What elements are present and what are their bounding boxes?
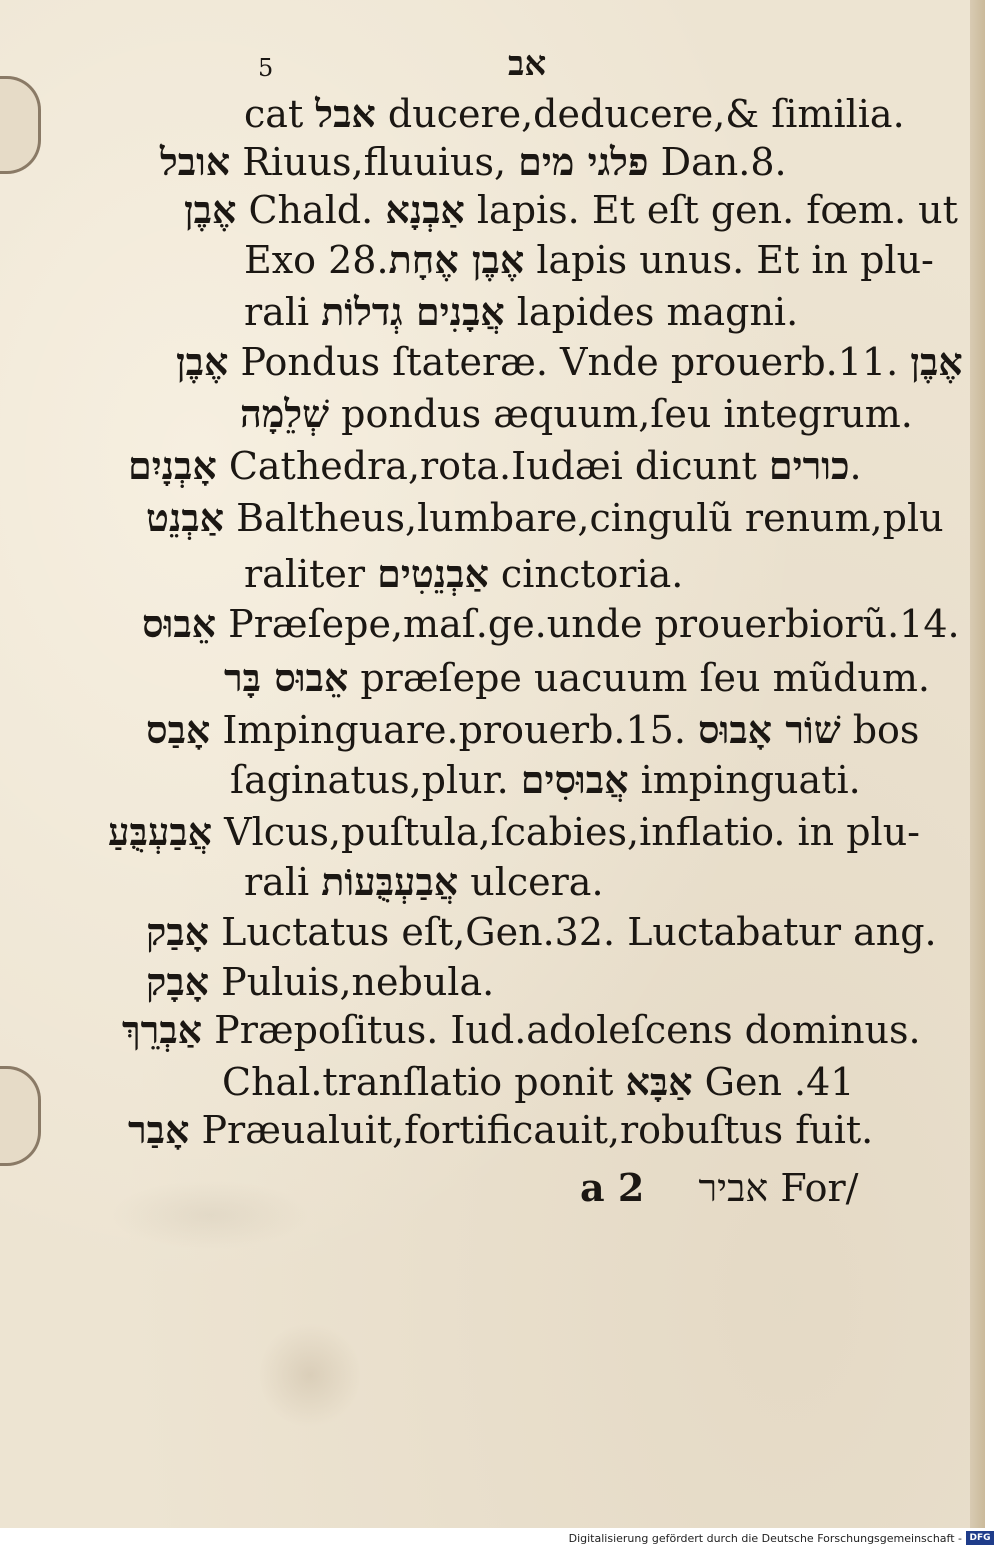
hebrew-headword: אָבַר bbox=[128, 1107, 190, 1152]
text-line bbox=[108, 810, 920, 854]
latin-text: Gen .41 bbox=[692, 1060, 855, 1104]
footer-bar bbox=[0, 1528, 1000, 1549]
hebrew-headword: אַבְנֵט bbox=[146, 495, 225, 540]
text-line bbox=[146, 960, 494, 1004]
text-line bbox=[146, 708, 919, 752]
text-line bbox=[222, 1060, 854, 1104]
running-head: אב bbox=[508, 44, 547, 84]
hebrew-headword: אָבָק bbox=[146, 959, 210, 1004]
paper-stain bbox=[260, 1320, 360, 1430]
text-line bbox=[184, 188, 958, 232]
hebrew-headword: כורים bbox=[768, 443, 850, 488]
text-line bbox=[230, 758, 861, 802]
text-line bbox=[146, 910, 937, 954]
latin-text: Riuus,fluuius, bbox=[230, 140, 519, 184]
latin-text: ſaginatus,plur. bbox=[230, 758, 521, 802]
ink-bleed-through bbox=[110, 1180, 310, 1250]
text-line bbox=[122, 1008, 921, 1052]
latin-text: Præſepe,maſ.ge.unde prouerbiorũ.14. bbox=[216, 602, 960, 646]
text-line bbox=[146, 496, 944, 540]
binding-ring-bottom bbox=[0, 1066, 41, 1166]
latin-text: raliter bbox=[244, 552, 378, 596]
hebrew-headword: אֵבוּס bbox=[142, 601, 217, 646]
latin-text: impinguati. bbox=[628, 758, 861, 802]
latin-text: Impinguare.prouerb.15. bbox=[210, 708, 699, 752]
page-number: 5 bbox=[258, 54, 274, 82]
hebrew-headword: שׁוֹר אָבוּס bbox=[698, 707, 841, 752]
text-line bbox=[244, 238, 934, 282]
text-line bbox=[160, 140, 787, 184]
latin-text: lapis unus. Et in plu- bbox=[524, 238, 934, 282]
latin-text: Pondus ſtateræ. Vnde prouerb.11. bbox=[228, 340, 911, 384]
latin-text: rali bbox=[244, 860, 322, 904]
latin-text: pondus æquum,ſeu integrum. bbox=[329, 392, 913, 436]
hebrew-headword: אֶבֶן bbox=[176, 339, 229, 384]
text-line bbox=[244, 92, 905, 136]
dfg-logo: DFG bbox=[966, 1531, 994, 1545]
page-edge bbox=[970, 0, 985, 1528]
hebrew-headword: פלגי מים bbox=[518, 139, 649, 184]
hebrew-headword: אַבְנָא bbox=[385, 187, 465, 232]
footer-credit: Digitalisierung gefördert durch die Deutsche Forschungsgemeinschaft - bbox=[568, 1532, 962, 1545]
latin-text: Vlcus,puſtula,ſcabies,inflatio. in plu- bbox=[212, 810, 921, 854]
text-line bbox=[244, 860, 604, 904]
text-line bbox=[244, 552, 683, 596]
latin-text: præſepe uacuum ſeu mũdum. bbox=[348, 656, 930, 700]
hebrew-headword: אָבַק bbox=[146, 909, 210, 954]
hebrew-headword: אֶבֶן אֶחָת bbox=[388, 237, 525, 282]
text-line bbox=[176, 340, 963, 384]
latin-text: rali bbox=[244, 290, 322, 334]
hebrew-headword: אֲבָנִים גְדלוֹת bbox=[321, 289, 505, 334]
latin-text: Luctatus eſt,Gen.32. Luctabatur ang. bbox=[209, 910, 937, 954]
latin-text: lapides magni. bbox=[504, 290, 799, 334]
text-line bbox=[244, 290, 798, 334]
latin-text: bos bbox=[840, 708, 920, 752]
latin-text: Præualuit,fortificauit,robuſtus fuit. bbox=[189, 1108, 874, 1152]
latin-text: Chald. bbox=[236, 188, 386, 232]
hebrew-headword: אֲבוּסִים bbox=[520, 757, 629, 802]
hebrew-headword: אובל bbox=[160, 139, 231, 184]
latin-text: Dan.8. bbox=[648, 140, 787, 184]
hebrew-headword: שְׁלֵמָה bbox=[240, 391, 330, 436]
hebrew-headword: אֶבֶן bbox=[184, 187, 237, 232]
hebrew-headword: אָבַס bbox=[146, 707, 211, 752]
latin-text: cat bbox=[244, 92, 316, 136]
catchword-line bbox=[580, 1166, 858, 1210]
latin-text: Præpoſitus. Iud.adoleſcens dominus. bbox=[202, 1008, 921, 1052]
text-line bbox=[142, 602, 960, 646]
latin-text: Chal.tranſlatio ponit bbox=[222, 1060, 626, 1104]
latin-text: Exo 28. bbox=[244, 238, 389, 282]
hebrew-headword: אֶבֶן bbox=[910, 339, 963, 384]
text-line bbox=[240, 392, 913, 436]
latin-text: lapis. Et eſt gen. fœm. ut bbox=[464, 188, 958, 232]
binding-ring-top bbox=[0, 76, 41, 174]
latin-text: Cathedra,rota.Iudæi dicunt bbox=[216, 444, 769, 488]
hebrew-headword: אֲבַעְבֻּעַ bbox=[108, 809, 213, 854]
latin-text: Puluis,nebula. bbox=[209, 960, 495, 1004]
text-line bbox=[128, 444, 862, 488]
catchword: אביר For/ bbox=[698, 1166, 859, 1210]
hebrew-headword: אָבְנָיִם bbox=[128, 443, 217, 488]
text-line bbox=[224, 656, 930, 700]
latin-text: ulcera. bbox=[458, 860, 604, 904]
latin-text: ducere,deducere,& ſimilia. bbox=[375, 92, 905, 136]
signature-mark: a 2 bbox=[580, 1165, 645, 1210]
hebrew-headword: אַבְרֵךְ bbox=[122, 1007, 203, 1052]
hebrew-headword: אבל bbox=[315, 91, 376, 136]
latin-text: Baltheus,lumbare,cingulũ renum,plu bbox=[224, 496, 944, 540]
hebrew-headword: אַבָּא bbox=[625, 1059, 693, 1104]
hebrew-headword: אֵבוּס בָּר bbox=[224, 655, 349, 700]
latin-text: cinctoria. bbox=[488, 552, 684, 596]
hebrew-headword: אֲבַעְבֻּעוֹת bbox=[321, 859, 459, 904]
hebrew-headword: אַבְנֵטִים bbox=[377, 551, 489, 596]
text-line bbox=[128, 1108, 873, 1152]
latin-text: . bbox=[849, 444, 862, 488]
